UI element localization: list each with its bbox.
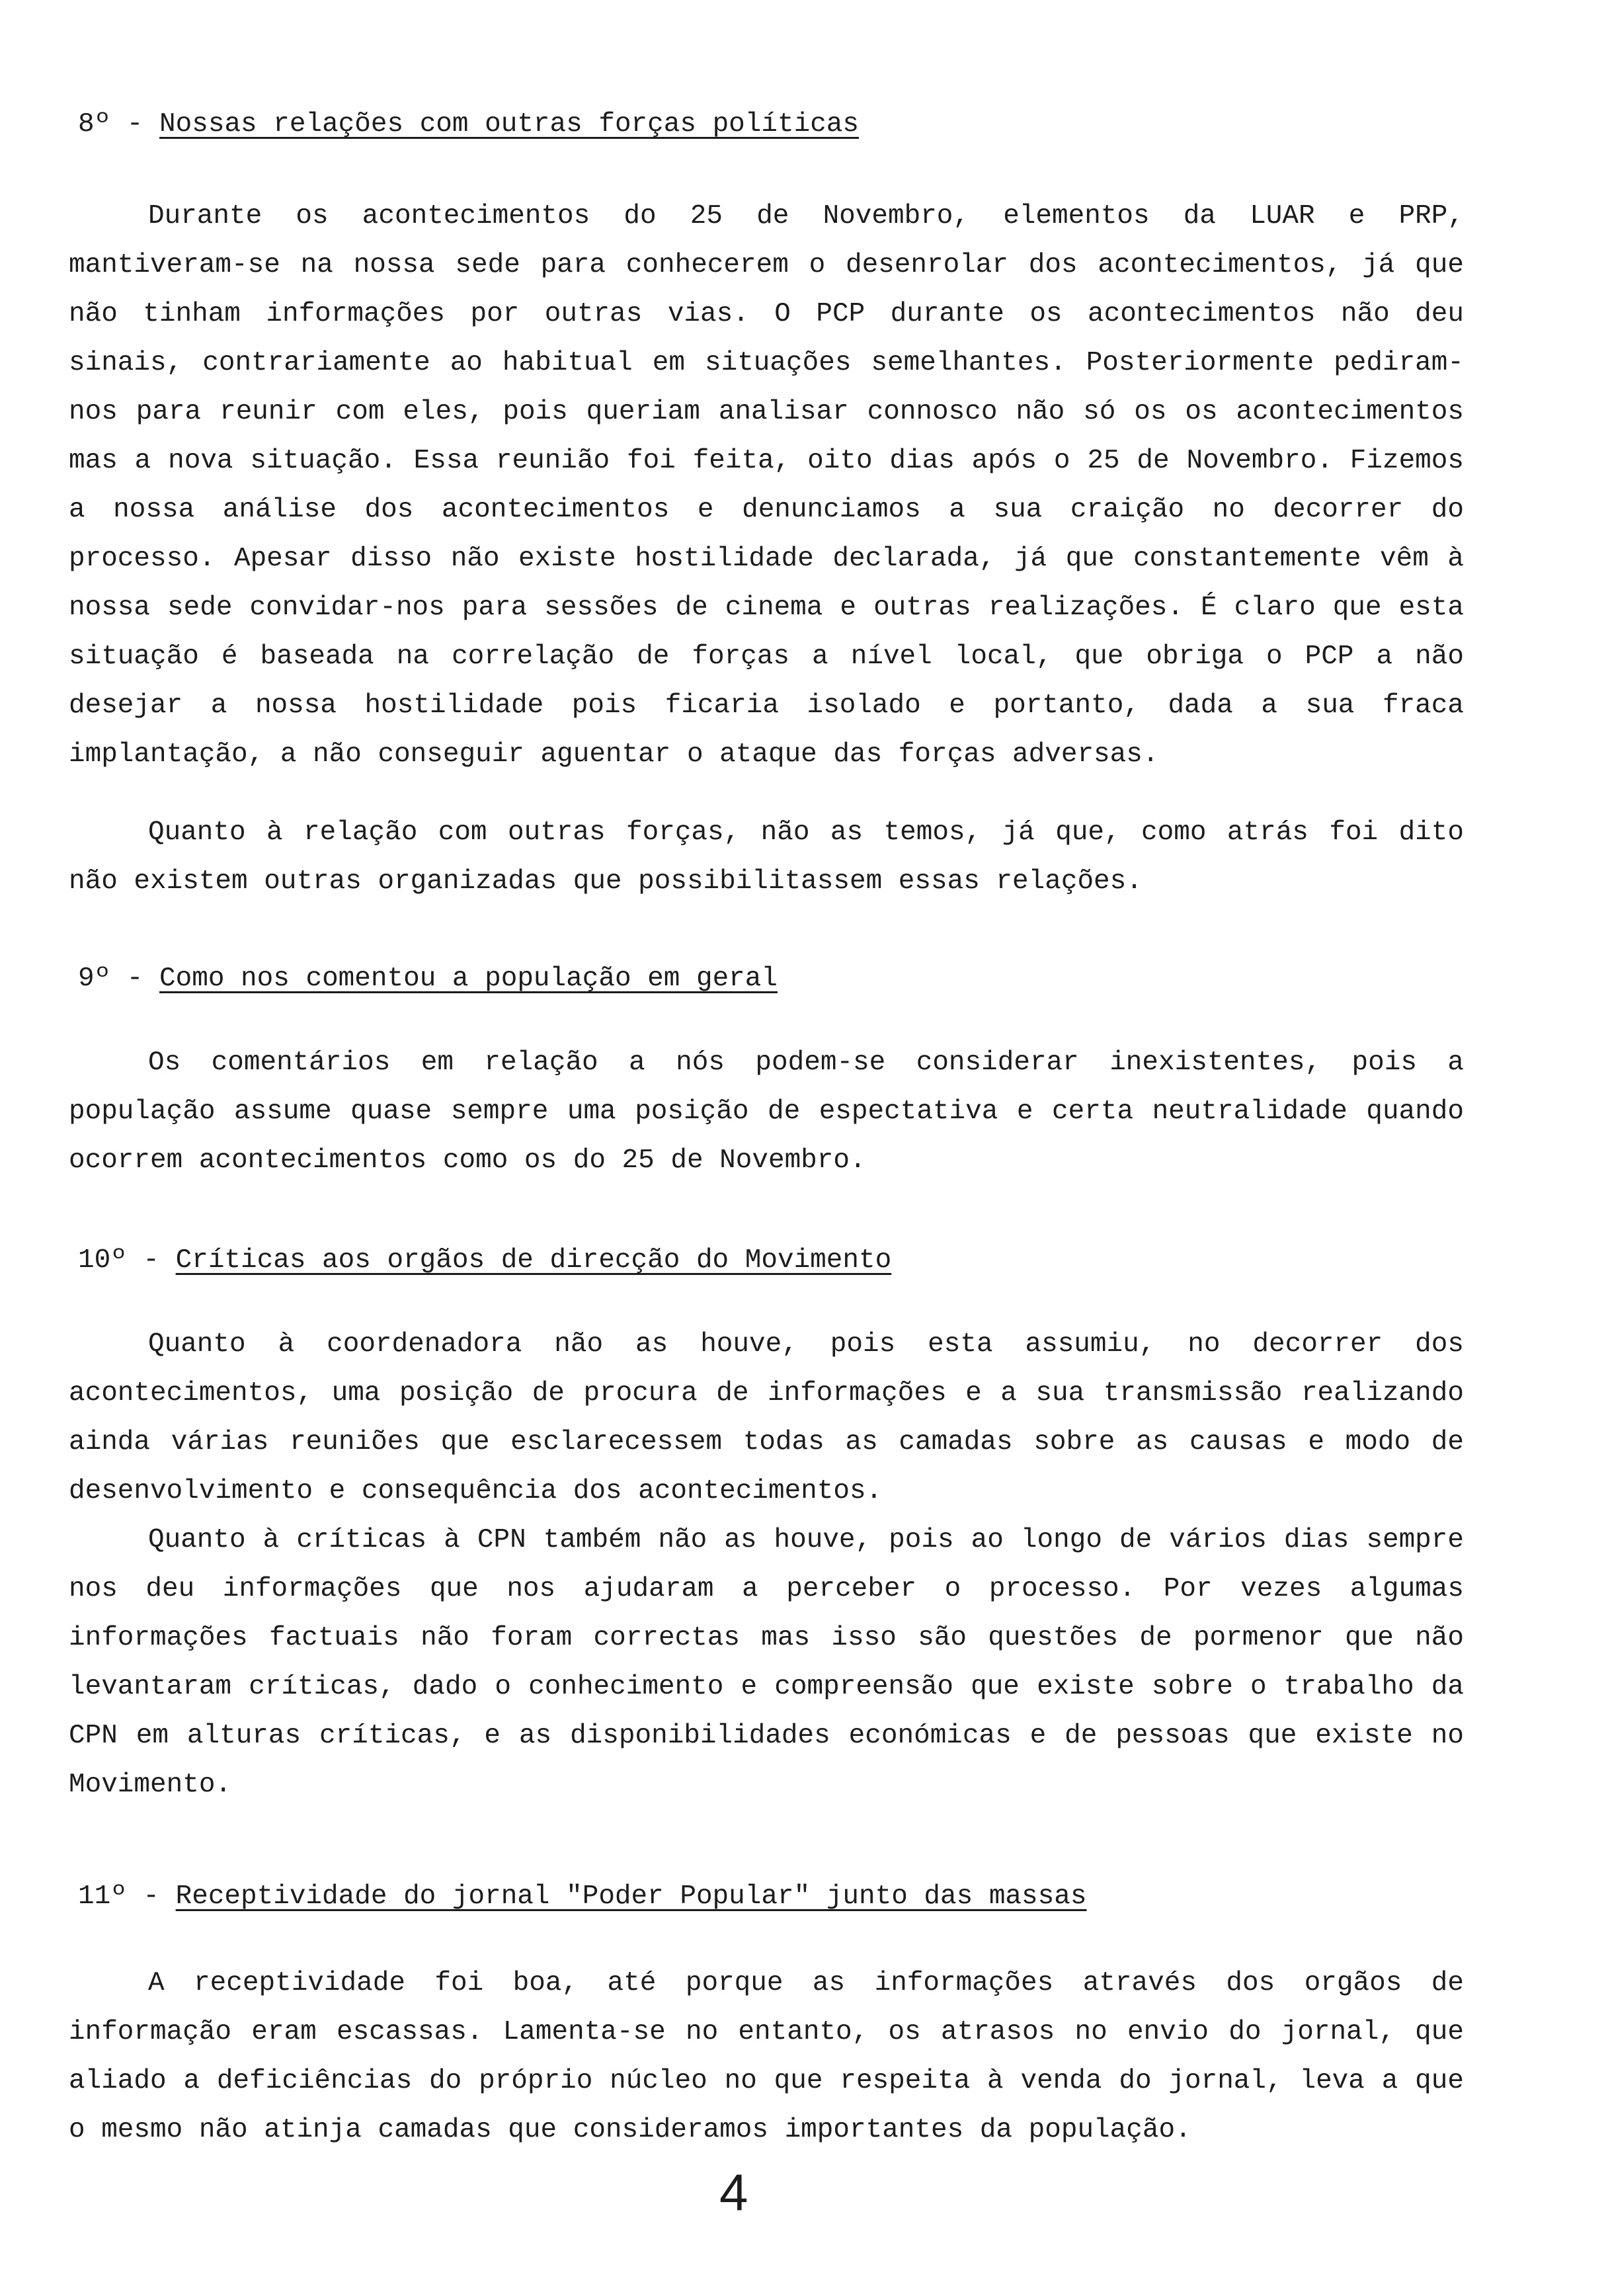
section-number: 8º -	[78, 109, 160, 140]
section-8-heading	[78, 106, 859, 143]
page-number: 4	[719, 2163, 748, 2221]
section-11-paragraph-1: A receptividade foi boa, até porque as informações através dos orgãos de informação eram escassas. Lamenta-se no entanto, os atrasos no envio do jornal, que aliado a deficiências do próprio núcleo no que respeita à venda do jornal, leva a que o mesmo não atinja camadas que consideramos importantes da população.	[69, 1968, 1464, 2145]
section-8-paragraph-2: Quanto à relação com outras forças, não as temos, já que, como atrás foi dito não existem outras organizadas que possibilitassem essas relações.	[69, 817, 1464, 897]
section-9-heading	[78, 960, 778, 997]
section-number: 9º -	[78, 964, 160, 994]
section-title: Como nos comentou a população em geral	[159, 964, 778, 994]
section-10-paragraph-2: Quanto à críticas à CPN também não as houve, pois ao longo de vários dias sempre nos deu informações que nos ajudaram a perceber o processo. Por vezes algumas informações factuais não foram correctas mas isso são questões de pormenor que não levantaram críticas, dado o conhecimento e compreensão que existe sobre o trabalho da CPN em alturas críticas, e as disponibilidades económicas e de pessoas que existe no Movimento.	[69, 1525, 1464, 1800]
section-title: Nossas relações com outras forças políticas	[159, 109, 860, 140]
section-title: Receptividade do jornal "Poder Popular" junto das massas	[175, 1881, 1087, 1912]
section-8-paragraph-1: Durante os acontecimentos do 25 de Novembro, elementos da LUAR e PRP, mantiveram-se na nossa sede para conhecerem o desenrolar dos acontecimentos, já que não tinham informações por outras vias. O PCP durante os acontecimentos não deu sinais, contrariamente ao habitual em situações semelhantes. Posteriormente pediram-nos para reunir com eles, pois queriam analisar connosco não só os os acontecimentos mas a nova situação. Essa reunião foi feita, oito dias após o 25 de Novembro. Fizemos a nossa análise dos acontecimentos e denunciamos a sua craição no decorrer do processo. Apesar disso não existe hostilidade declarada, já que constantemente vêm à nossa sede convidar-nos para sessões de cinema e outras realizações. É claro que esta situação é baseada na correlação de forças a nível local, que obriga o PCP a não desejar a nossa hostilidade pois ficaria isolado e portanto, dada a sua fraca implantação, a não conseguir aguentar o ataque das forças adversas.	[69, 201, 1464, 770]
section-11-heading	[78, 1878, 1086, 1915]
section-number: 10º -	[78, 1245, 176, 1276]
section-10-heading	[78, 1242, 891, 1279]
section-title: Críticas aos orgãos de direcção do Movimento	[175, 1245, 892, 1276]
section-10-paragraph-1: Quanto à coordenadora não as houve, pois esta assumiu, no decorrer dos acontecimentos, uma posição de procura de informações e a sua transmissão realizando ainda várias reuniões que esclarecessem todas as camadas sobre as causas e modo de desenvolvimento e consequência dos acontecimentos.	[69, 1329, 1464, 1506]
section-9-paragraph-1: Os comentários em relação a nós podem-se considerar inexistentes, pois a população assume quase sempre uma posição de espectativa e certa neutralidade quando ocorrem acontecimentos como os do 25 de Novembro.	[69, 1047, 1464, 1176]
section-number: 11º -	[78, 1881, 176, 1912]
